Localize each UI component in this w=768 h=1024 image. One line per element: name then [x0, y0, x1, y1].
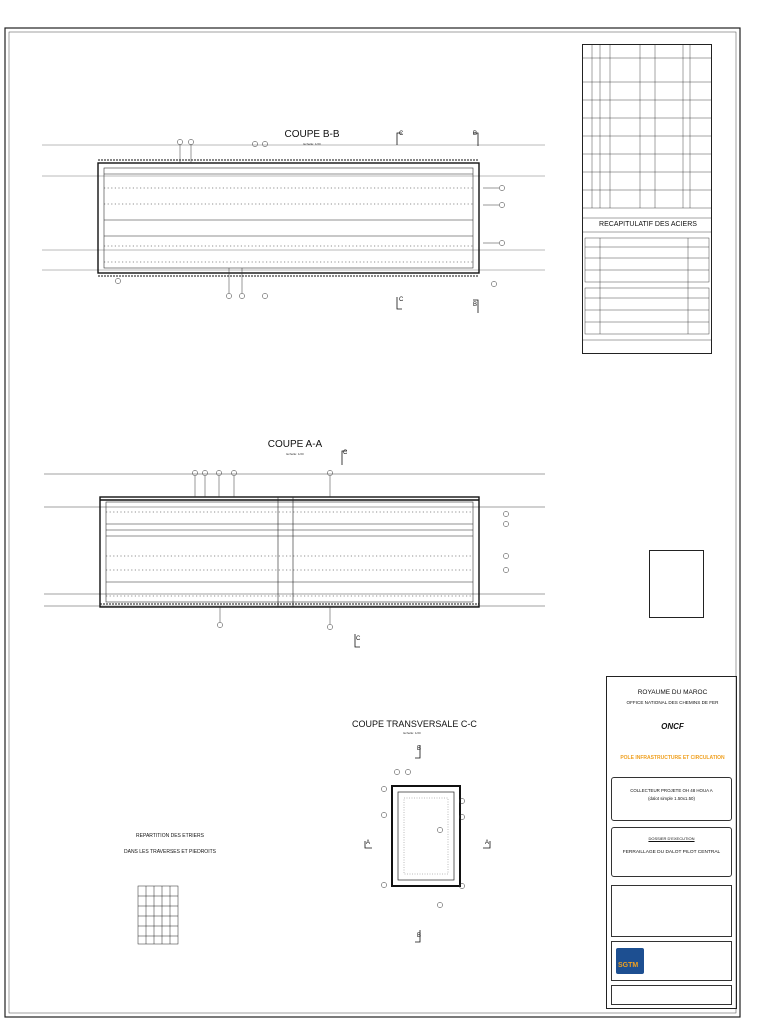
title-block [606, 676, 737, 1009]
section-cc-title: COUPE TRANSVERSALE C-C [352, 719, 477, 729]
reference-table [611, 985, 732, 1005]
marker-b-bottom: B [473, 302, 478, 308]
project-box [611, 777, 732, 821]
bb-rebar-rows [104, 174, 473, 262]
project-line2: (dalot simple 1.50x1.50) [648, 796, 695, 801]
marker-c-bottom: C [399, 297, 404, 303]
section-cc-drawing [365, 745, 490, 942]
doc-type: DOSSIER D'EXECUTION [648, 836, 695, 841]
oncf-logo: ONCF [661, 722, 684, 731]
country-label: ROYAUME DU MAROC [637, 689, 708, 696]
repartition-label-line2: DANS LES TRAVERSES ET PIEDROITS [124, 849, 216, 855]
aa-cut-markers [342, 451, 360, 647]
project-line1: COLLECTEUR PROJETE OH 48 HOUA A [630, 788, 713, 793]
marker-b-top: B [473, 131, 478, 137]
marker-b-cc-top: B [417, 746, 422, 752]
repartition-grid [138, 886, 178, 944]
marker-b-cc-bottom: B [417, 933, 422, 939]
document-box [611, 827, 732, 877]
section-aa-title: COUPE A-A [267, 439, 323, 450]
section-aa-scale: Echelle: 1/20 [286, 452, 304, 456]
marker-a-left: A [366, 840, 371, 846]
aa-rebar-rows [106, 512, 473, 596]
company-logo-mark [616, 948, 644, 974]
section-bb-title: COUPE B-B [284, 129, 340, 140]
recap-table [582, 44, 712, 354]
marker-c-aa-bottom: C [356, 636, 361, 642]
section-bb-scale: Echelle: 1/20 [303, 142, 321, 146]
recap-title: RECAPITULATIF DES ACIERS [599, 221, 697, 228]
section-aa-drawing [44, 451, 545, 647]
doc-title: FERRAILLAGE DU DALOT PILOT CENTRAL [622, 850, 721, 855]
marker-c-top: C [399, 131, 404, 137]
section-bb-drawing [42, 133, 545, 313]
cc-cut-markers [365, 745, 490, 942]
section-cc-scale: Echelle: 1/20 [403, 731, 421, 735]
company-name: SGTM [618, 962, 639, 969]
marker-a-right: A [485, 840, 490, 846]
marker-c-aa-top: C [343, 450, 348, 456]
revision-table [611, 885, 732, 937]
pole-label: POLE INFRASTRUCTURE ET CIRCULATION [620, 755, 725, 761]
repartition-label-line1: REPARTITION DES ETRIERS [136, 833, 204, 839]
company-block [611, 941, 732, 981]
office-label: OFFICE NATIONAL DES CHEMINS DE FER [626, 700, 719, 705]
notes-box [649, 550, 704, 618]
